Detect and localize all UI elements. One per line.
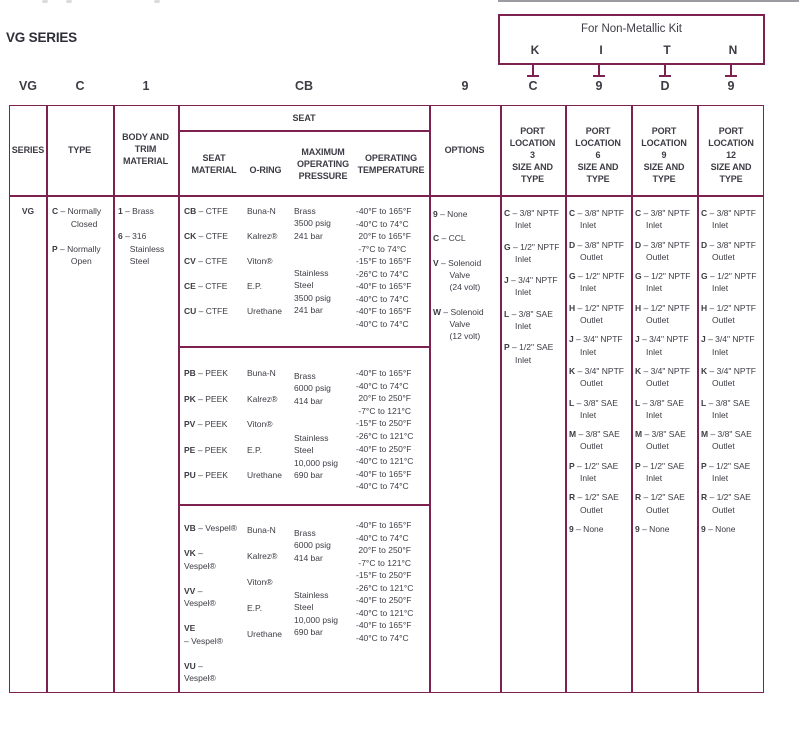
seat-group-divider bbox=[178, 504, 430, 506]
text-line bbox=[247, 405, 282, 418]
grid-line bbox=[178, 106, 180, 692]
text-line: -40°F to 165°F bbox=[356, 281, 412, 291]
text-line: SEAT bbox=[202, 153, 226, 163]
text-line bbox=[247, 293, 282, 306]
orings-ctfe bbox=[247, 205, 282, 318]
text-line: Stainless bbox=[294, 590, 329, 601]
seat-materials-peek bbox=[184, 367, 228, 482]
text-line: PU – PEEK bbox=[184, 470, 228, 480]
text-line bbox=[184, 405, 228, 418]
text-line: Viton® bbox=[247, 256, 273, 266]
port-entry: G – 1/2" NPTF Inlet bbox=[569, 271, 625, 294]
text-line: PK – PEEK bbox=[184, 393, 228, 404]
text-line bbox=[184, 293, 228, 306]
text-line: PORT bbox=[651, 126, 677, 136]
text-line: Brass bbox=[294, 528, 316, 538]
text-line: 6 – 316 bbox=[118, 231, 147, 241]
header-pressure bbox=[288, 146, 358, 182]
port-entry: H – 1/2" NPTF Outlet bbox=[635, 302, 690, 326]
port-entry: C – 3/8" NPTF Inlet bbox=[635, 208, 690, 231]
cell-type bbox=[52, 205, 101, 268]
text-line: Vespel® bbox=[184, 673, 216, 683]
port-entry: H – 1/2" NPTF Outlet bbox=[569, 302, 624, 326]
orings-vespel bbox=[247, 524, 282, 641]
port-entry: 9 – None bbox=[701, 523, 736, 534]
seat-materials-vespel bbox=[184, 522, 237, 685]
text-line bbox=[247, 431, 282, 444]
text-line: -15°F to 165°F bbox=[356, 256, 412, 266]
text-line bbox=[184, 243, 228, 256]
text-line: SIZE AND bbox=[577, 162, 619, 172]
text-line bbox=[433, 220, 484, 232]
top-crop-line bbox=[498, 0, 799, 2]
grid-line bbox=[697, 106, 699, 692]
text-line: E.P. bbox=[247, 444, 262, 455]
text-line: Viton® bbox=[247, 577, 273, 587]
code-type: C bbox=[75, 79, 85, 93]
text-line bbox=[184, 380, 228, 393]
text-line: 6 bbox=[595, 150, 601, 160]
text-line: TRIM bbox=[134, 144, 157, 154]
text-line: Viton® bbox=[247, 419, 273, 429]
port-entry: K – 3/4" NPTF Outlet bbox=[569, 365, 624, 389]
text-line: -40°F to 165°F bbox=[356, 206, 412, 216]
text-line bbox=[52, 230, 101, 243]
text-line: PB – PEEK bbox=[184, 368, 228, 378]
text-line: -40°C to 121°C bbox=[356, 607, 414, 618]
text-line: Steel bbox=[294, 280, 314, 291]
code-options: 9 bbox=[461, 79, 469, 93]
text-line: PE – PEEK bbox=[184, 444, 228, 455]
text-line: OPERATING bbox=[365, 153, 417, 163]
text-line: PRESSURE bbox=[298, 171, 348, 181]
text-line: 414 bar bbox=[294, 395, 323, 406]
cell-port-12 bbox=[701, 207, 756, 542]
port-entry: C – 3/8" NPTF Inlet bbox=[701, 208, 756, 231]
text-line: 241 bar bbox=[294, 305, 323, 316]
header-body-trim bbox=[113, 131, 178, 167]
text-line: Kalrez® bbox=[247, 393, 278, 404]
port-entry: D – 3/8" NPTF Outlet bbox=[701, 239, 756, 262]
grid-line bbox=[46, 106, 48, 692]
text-line bbox=[184, 218, 228, 231]
code-port6: 9 bbox=[595, 79, 603, 93]
text-line: 3500 psig bbox=[294, 292, 331, 303]
cell-series: VG bbox=[21, 206, 35, 216]
kit-connector-cap bbox=[593, 75, 605, 77]
text-line: LOCATION bbox=[575, 138, 621, 148]
port-entry: M – 3/8" SAE Outlet bbox=[635, 429, 686, 452]
orings-peek bbox=[247, 367, 282, 482]
text-line bbox=[184, 535, 237, 548]
text-line: VU – bbox=[184, 660, 203, 671]
text-line: CE – CTFE bbox=[184, 281, 228, 291]
text-line bbox=[247, 615, 282, 628]
port-entry: 9 – None bbox=[635, 523, 670, 534]
text-line: Kalrez® bbox=[247, 231, 278, 241]
port-entry: R – 1/2" SAE Outlet bbox=[701, 492, 751, 515]
text-line: 6000 psig bbox=[294, 383, 331, 394]
pressure-vespel bbox=[294, 527, 338, 639]
text-line: 12 bbox=[726, 150, 736, 160]
text-line bbox=[433, 293, 484, 305]
text-line: LOCATION bbox=[641, 138, 687, 148]
text-line: CB – CTFE bbox=[184, 206, 228, 216]
port-entry: D – 3/8" NPTF Outlet bbox=[569, 239, 624, 262]
text-line bbox=[294, 242, 331, 254]
text-line: LOCATION bbox=[708, 138, 754, 148]
text-line: (24 volt) bbox=[433, 282, 481, 293]
text-line: 9 – None bbox=[433, 209, 468, 219]
text-line bbox=[294, 255, 331, 267]
text-line: 20°F to 250°F bbox=[356, 545, 411, 555]
text-line: P – Normally bbox=[52, 243, 101, 254]
code-body: 1 bbox=[142, 79, 150, 93]
text-line: MAXIMUM bbox=[301, 147, 345, 157]
text-line: -40°C to 74°C bbox=[356, 293, 409, 304]
text-line: 10,000 psig bbox=[294, 614, 338, 625]
text-line bbox=[433, 245, 484, 257]
text-line: (12 volt) bbox=[433, 331, 481, 342]
text-line: TYPE bbox=[586, 174, 610, 184]
text-line: -40°C to 74°C bbox=[356, 532, 409, 543]
text-line: Valve bbox=[433, 270, 471, 281]
kit-connector-cap bbox=[659, 75, 671, 77]
port-entry: J – 3/4" NPTF Inlet bbox=[701, 334, 755, 357]
header-port-12 bbox=[697, 125, 765, 185]
text-line: -26°C to 74°C bbox=[356, 268, 409, 279]
text-line: 3 bbox=[530, 150, 535, 160]
text-line: -26°C to 121°C bbox=[356, 430, 414, 441]
port-entry: L – 3/8" SAE Inlet bbox=[635, 397, 684, 420]
port-entry: L – 3/8" SAE Inlet bbox=[504, 308, 553, 332]
header-temperature bbox=[353, 152, 429, 176]
header-oring bbox=[243, 164, 288, 176]
seat-group-divider bbox=[178, 346, 430, 348]
text-line bbox=[294, 407, 338, 419]
text-line: E.P. bbox=[247, 603, 262, 613]
text-line bbox=[184, 431, 228, 444]
port-entry: G – 1/2" NPTF Inlet bbox=[635, 271, 691, 294]
port-entry: H – 1/2" NPTF Outlet bbox=[701, 302, 756, 326]
text-line: PV – PEEK bbox=[184, 419, 228, 429]
port-entry: K – 3/4" NPTF Outlet bbox=[701, 365, 756, 389]
text-line: TYPE bbox=[520, 174, 545, 184]
cell-port-6 bbox=[569, 207, 624, 542]
text-line: Brass bbox=[294, 371, 316, 381]
text-line: Steel bbox=[294, 445, 314, 456]
text-line: PORT bbox=[520, 126, 545, 136]
text-line: C – Normally bbox=[52, 206, 102, 216]
text-line: TYPE bbox=[719, 174, 743, 184]
header-type: TYPE bbox=[67, 145, 92, 155]
kit-letter-k: K bbox=[530, 43, 540, 57]
text-line: Urethane bbox=[247, 306, 282, 316]
text-line bbox=[247, 589, 282, 602]
seat-header-divider bbox=[178, 130, 430, 132]
text-line bbox=[247, 563, 282, 576]
scan-artifact bbox=[154, 0, 160, 3]
text-line: BODY AND bbox=[122, 132, 169, 142]
cell-options bbox=[433, 208, 484, 342]
text-line bbox=[247, 537, 282, 550]
text-line: -40°C to 74°C bbox=[356, 632, 409, 643]
scan-artifact bbox=[66, 0, 72, 3]
code-port12: 9 bbox=[727, 79, 735, 93]
ordering-table bbox=[9, 105, 764, 693]
text-line bbox=[184, 647, 237, 660]
cell-port-3 bbox=[504, 207, 559, 375]
header-series: SERIES bbox=[11, 145, 45, 155]
text-line: PORT bbox=[585, 126, 611, 136]
text-line: VE bbox=[184, 623, 196, 633]
text-line: Kalrez® bbox=[247, 551, 278, 561]
code-port3: C bbox=[528, 79, 538, 93]
text-line: 20°F to 250°F bbox=[356, 393, 411, 404]
text-line: -40°F to 250°F bbox=[356, 443, 412, 454]
text-line: Stainless bbox=[294, 433, 329, 444]
scan-artifact bbox=[42, 0, 48, 3]
port-entry: 9 – None bbox=[569, 523, 604, 534]
text-line bbox=[294, 564, 338, 576]
text-line bbox=[247, 218, 282, 231]
code-seat: CB bbox=[294, 79, 314, 93]
header-port-6 bbox=[565, 125, 631, 185]
text-line: 414 bar bbox=[294, 552, 323, 563]
port-entry: R – 1/2" SAE Outlet bbox=[635, 492, 685, 515]
grid-line bbox=[631, 106, 633, 692]
text-line: PORT bbox=[718, 126, 744, 136]
text-line: -40°C to 74°C bbox=[356, 481, 409, 492]
text-line: 6000 psig bbox=[294, 540, 331, 551]
text-line bbox=[184, 610, 237, 623]
text-line: V – Solenoid bbox=[433, 257, 482, 268]
text-line: OPERATING bbox=[297, 159, 349, 169]
text-line: -40°F to 165°F bbox=[356, 306, 412, 316]
text-line: -7°C to 121°C bbox=[356, 405, 411, 416]
temps-vespel bbox=[356, 519, 413, 644]
text-line: MATERIAL bbox=[191, 165, 237, 175]
text-line: -40°C to 121°C bbox=[356, 456, 414, 467]
text-line: Buna-N bbox=[247, 206, 276, 216]
text-line: Open bbox=[52, 256, 92, 266]
port-entry: G – 1/2" NPTF Inlet bbox=[701, 271, 757, 294]
text-line: 1 – Brass bbox=[118, 206, 154, 216]
port-entry: J – 3/4" NPTF Inlet bbox=[635, 334, 689, 357]
header-divider bbox=[10, 195, 763, 197]
text-line: Stainless bbox=[294, 268, 329, 279]
text-line: VK – bbox=[184, 548, 203, 558]
text-line: Vespel® bbox=[184, 560, 216, 571]
text-line: C – CCL bbox=[433, 233, 466, 244]
text-line bbox=[294, 577, 338, 589]
port-entry: C – 3/8" NPTF Inlet bbox=[569, 208, 624, 231]
text-line: -7°C to 74°C bbox=[356, 243, 407, 254]
text-line: -40°C to 74°C bbox=[356, 380, 409, 391]
text-line: Urethane bbox=[247, 629, 282, 639]
text-line: CV – CTFE bbox=[184, 256, 228, 266]
header-port-3 bbox=[500, 125, 565, 185]
kit-letter-t: T bbox=[663, 43, 671, 57]
header-port-9 bbox=[631, 125, 697, 185]
text-line: 3500 psig bbox=[294, 218, 331, 229]
text-line: -15°F to 250°F bbox=[356, 418, 412, 429]
text-line: Buna-N bbox=[247, 525, 276, 535]
text-line: E.P. bbox=[247, 281, 262, 291]
text-line: -40°F to 250°F bbox=[356, 595, 412, 605]
page-title: VG SERIES bbox=[6, 30, 77, 45]
text-line bbox=[184, 456, 228, 469]
text-line: SIZE AND bbox=[512, 162, 553, 172]
text-line: Valve bbox=[433, 318, 471, 329]
port-entry: G – 1/2" NPTF Inlet bbox=[504, 241, 560, 264]
port-entry: J – 3/4" NPTF Inlet bbox=[504, 275, 558, 298]
port-entry: K – 3/4" NPTF Outlet bbox=[635, 365, 690, 389]
cell-body-trim bbox=[118, 205, 164, 268]
text-line: Steel bbox=[118, 256, 150, 266]
port-entry: L – 3/8" SAE Inlet bbox=[701, 397, 750, 420]
text-line: Buna-N bbox=[247, 368, 276, 378]
text-line: -40°F to 165°F bbox=[356, 368, 412, 378]
text-line: -40°F to 165°F bbox=[356, 520, 412, 530]
port-entry: P – 1/2" SAE Inlet bbox=[569, 460, 619, 484]
port-entry: M – 3/8" SAE Outlet bbox=[701, 429, 752, 452]
text-line: VB – Vespel® bbox=[184, 523, 238, 533]
header-seat: SEAT bbox=[292, 113, 316, 123]
port-entry: P – 1/2" SAE Inlet bbox=[635, 460, 685, 484]
text-line: 241 bar bbox=[294, 230, 323, 241]
port-entry: P – 1/2" SAE Inlet bbox=[504, 342, 554, 365]
pressure-peek bbox=[294, 370, 338, 482]
port-entry: M – 3/8" SAE Outlet bbox=[569, 429, 620, 452]
text-line: -40°C to 74°C bbox=[356, 218, 409, 229]
text-line: 690 bar bbox=[294, 470, 323, 481]
port-entry: L – 3/8" SAE Inlet bbox=[569, 397, 618, 420]
kit-letter-i: I bbox=[599, 43, 603, 57]
text-line: SIZE AND bbox=[643, 162, 685, 172]
kit-connector-cap bbox=[725, 75, 737, 77]
pressure-ctfe bbox=[294, 205, 331, 317]
text-line: SIZE AND bbox=[710, 162, 752, 172]
text-line: CK – CTFE bbox=[184, 231, 228, 241]
text-line: Urethane bbox=[247, 470, 282, 480]
text-line: Steel bbox=[294, 602, 314, 613]
grid-line bbox=[565, 106, 567, 692]
grid-line bbox=[429, 106, 431, 692]
text-line: -40°C to 74°C bbox=[356, 318, 409, 329]
code-port9: D bbox=[660, 79, 670, 93]
text-line: O-RING bbox=[249, 165, 282, 175]
seat-materials-ctfe bbox=[184, 205, 228, 318]
text-line bbox=[184, 572, 237, 585]
kit-box-label: For Non-Metallic Kit bbox=[581, 23, 682, 35]
text-line: -7°C to 121°C bbox=[356, 557, 411, 568]
text-line: 690 bar bbox=[294, 627, 323, 638]
text-line: 9 bbox=[661, 150, 667, 160]
text-line: 10,000 psig bbox=[294, 457, 338, 468]
cell-port-9 bbox=[635, 207, 690, 542]
text-line: – Vespel® bbox=[184, 635, 223, 646]
text-line: Stainless bbox=[118, 243, 165, 254]
port-entry: J – 3/4" NPTF Inlet bbox=[569, 334, 623, 357]
text-line bbox=[294, 420, 338, 432]
grid-line bbox=[113, 106, 115, 692]
text-line: VV – bbox=[184, 585, 203, 596]
text-line: 20°F to 165°F bbox=[356, 231, 411, 241]
text-line: -26°C to 121°C bbox=[356, 582, 414, 593]
text-line bbox=[118, 218, 164, 231]
port-entry: D – 3/8" NPTF Outlet bbox=[635, 239, 690, 262]
non-metallic-kit-box bbox=[498, 14, 765, 65]
text-line: MATERIAL bbox=[122, 156, 169, 166]
text-line: TYPE bbox=[652, 174, 676, 184]
text-line: Vespel® bbox=[184, 598, 216, 608]
kit-connector-cap bbox=[527, 75, 539, 77]
text-line: LOCATION bbox=[509, 138, 556, 148]
text-line bbox=[247, 243, 282, 256]
text-line: -15°F to 250°F bbox=[356, 570, 412, 580]
grid-line bbox=[500, 106, 502, 692]
code-series: VG bbox=[18, 79, 38, 93]
port-entry: R – 1/2" SAE Outlet bbox=[569, 492, 619, 515]
text-line bbox=[184, 268, 228, 281]
port-entry: C – 3/8" NPTF Inlet bbox=[504, 208, 559, 231]
header-options: OPTIONS bbox=[444, 145, 485, 155]
temps-peek bbox=[356, 367, 413, 493]
text-line: -40°F to 165°F bbox=[356, 620, 412, 630]
kit-letter-n: N bbox=[728, 43, 738, 57]
port-entry: P – 1/2" SAE Inlet bbox=[701, 460, 751, 484]
text-line bbox=[247, 456, 282, 469]
text-line: W – Solenoid bbox=[433, 306, 484, 317]
text-line bbox=[247, 380, 282, 393]
temps-ctfe bbox=[356, 205, 411, 330]
text-line: CU – CTFE bbox=[184, 306, 228, 316]
text-line: Brass bbox=[294, 206, 316, 216]
text-line: TEMPERATURE bbox=[357, 165, 425, 175]
text-line: Closed bbox=[52, 218, 98, 229]
header-seat-material bbox=[178, 152, 250, 176]
text-line bbox=[247, 268, 282, 281]
text-line: -40°F to 165°F bbox=[356, 468, 412, 479]
